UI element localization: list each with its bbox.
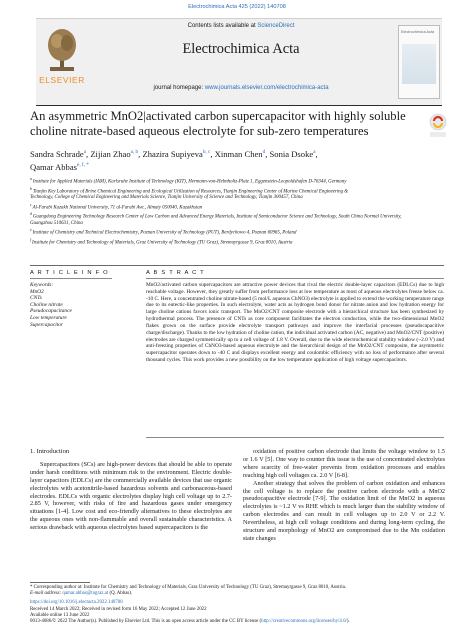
keyword: Supercapacitor	[30, 321, 64, 328]
affiliation-text: Al-Farabi Kazakh National University, 71 al-Farabi Ave., Almaty 050040, Kazakhstan	[32, 205, 203, 211]
affiliation-line	[30, 211, 444, 221]
affiliation-marker: f	[30, 237, 33, 242]
author-list	[30, 147, 440, 174]
abstract-divider	[146, 278, 444, 279]
author-affiliation-marker[interactable]: d	[262, 149, 266, 155]
license-link[interactable]: http://creativecommons.org/licenses/by/4.0/	[261, 619, 347, 625]
publisher-name: ELSEVIER	[39, 75, 85, 85]
received-dates: Received 14 March 2022; Received in revised form 16 May 2022; Accepted 12 June 2022	[30, 606, 207, 612]
footnotes	[30, 585, 444, 625]
affiliation-line	[30, 186, 444, 196]
affiliation-marker: d	[30, 212, 33, 217]
cover-title: Electrochimica Acta	[401, 30, 435, 34]
license-line	[30, 619, 444, 625]
intro-column-left	[30, 448, 232, 532]
email-line	[30, 591, 444, 597]
keyword: Pseudocapacitance	[30, 308, 72, 315]
intro-column-right	[243, 448, 445, 543]
affiliation-text: Institute for Chemistry and Technology of Materials, Graz University of Technology (TU Graz), Stremayrgasse 9, Graz 8010, Austria	[32, 240, 293, 246]
journal-cover-thumbnail[interactable]	[398, 25, 440, 99]
affiliation-marker: b	[30, 186, 33, 191]
affiliation-line	[30, 176, 444, 186]
check-for-updates-icon[interactable]	[428, 113, 448, 139]
author-name[interactable]: Sandra Schrade	[30, 148, 84, 159]
author-line-1: Sandra Schrade$^a$, Zijian Zhao$^{a, b}$, Zhazira Supiyeva$^{b, c}$, Xinman Chen$^d$, Sonia Dsoke$^a$,	[30, 148, 318, 159]
affiliation-text: Guangzhou 510631, China	[30, 220, 83, 226]
affiliation-line	[30, 227, 444, 237]
keyword: Choline nitrate	[30, 301, 63, 308]
affiliation-marker: c	[30, 202, 33, 207]
affiliation-text: Institute for Applied Materials (IAM), Karlsruhe Institute of Technology (KIT), Hermann-von-Helmholtz-Platz 1, Eggenstein-Leopoldshafen D-76344, Germany	[32, 179, 347, 185]
footnote-divider	[30, 582, 90, 583]
article-info-divider	[30, 278, 112, 279]
journal-homepage-link[interactable]: www.journals.elsevier.com/electrochimica-acta	[204, 85, 329, 91]
keywords-list	[30, 289, 120, 329]
email-link[interactable]: qamar.abbas@tugraz.at	[62, 591, 109, 597]
author-affiliation-marker[interactable]: a	[313, 149, 316, 155]
sciencedirect-link[interactable]: ScienceDirect	[257, 23, 295, 29]
doi-text[interactable]: https://doi.org/10.1016/j.electacta.2022.140708	[30, 600, 123, 606]
available-online: Available online 13 June 2022	[30, 612, 90, 618]
keywords-block	[30, 282, 120, 328]
license-prefix: 0013-4686/© 2022 The Author(s). Published by Elsevier Ltd. This is an open access article under the CC BY license (	[30, 619, 262, 625]
cover-image	[402, 44, 436, 84]
affiliation-text: Guangdong Engineering Technology Research Center of Low Carbon and Advanced Energy Materials, Institute of Semiconductor Science and Technology, South China Normal University,	[32, 214, 402, 220]
author-name[interactable]: Qamar Abbas	[30, 162, 78, 173]
author-name[interactable]: Xinman Chen	[214, 148, 263, 159]
affiliation-line	[30, 237, 444, 247]
email-suffix: (Q. Abbas).	[108, 591, 133, 597]
journal-homepage-line	[96, 85, 386, 91]
license-suffix: ).	[346, 619, 350, 625]
abstract-text: MnO2/activated carbon supercapacitors are attractive power devices that rival the electric double-layer capacitors (EDLCs) due to high reachable voltage. However, they greatly suffer from performance loss at low temperature as most of aqueous electrolytes freeze below ca. -10 C. Here, a concentrated choline nitrate-based (5 mol/L aqueous ChNO3) electrolyte is applied to extend the working temperature range due to its eutectic-like properties. In such electrolyte, water acts as hydrogen bond donor for nitrate anion and low hydration energy for large choline cations favors ionic transport. The MnO2/CNT composite electrode with a hierarchical structure has been synthesized by hydrothermal process. The presence of CNTs as core component facilitates the electron conduction, while the two-dimensional MnO2 flakes grown on the surface provide electrolyte transport pathways and improve the interfacial processes (pseudocapacitive charge/discharge). Thanks to the low hydration of choline cation, the individual activated carbon (AC, negative) and MnO2/CNT (positive) electrodes are charged symmetrically up to a cell voltage of 1.8 V. Overall, due to the wide electrochemical stability window (~2.0 V) and anti-freezing properties of ChNO3-based aqueous electrolyte and the hierarchical design of the MnO2/CNT composite, the asymmetric supercapacitor operates down to -40 C and displays excellent energy and coulombic efficiency with no loss of performance after several thousand cycles. This work provides a new possibility on the low temperature application of high voltage supercapacitors.	[146, 282, 444, 363]
abstract-bottom-divider	[146, 437, 444, 438]
elsevier-logo[interactable]	[36, 25, 88, 97]
article-info-label: A R T I C L E I N F O	[30, 270, 109, 276]
affiliation-text: Technology, College of Chemical Engineering and Materials Science, Tianjin University of Science and Technology, Tianjin 300457, China	[30, 195, 303, 201]
contents-prefix: Contents lists available at	[187, 23, 258, 29]
body-paragraph: oxidation of positive carbon electrode that limits the voltage window to 1.5 or 1.6 V [5]. One way to counter this issue is the use of concentrated electrolytes where scarcity of free-water prevents from oxidation processes and enables reaching high cell voltages ca. 2.0 V [6-8].	[243, 448, 445, 479]
journal-title: Electrochimica Acta	[182, 41, 300, 57]
author-affiliation-marker[interactable]: b, c	[202, 149, 211, 155]
header-divider	[30, 265, 444, 266]
journal-header	[36, 18, 442, 106]
author-affiliation-marker[interactable]: a	[83, 149, 87, 155]
author-line-2	[30, 160, 440, 173]
affiliation-marker: a	[30, 177, 33, 181]
affiliation-marker: e	[30, 228, 33, 233]
body-paragraph: Another strategy that solves the problem of carbon oxidation and enhances the cell voltage is to replace the positive carbon electrode with a MnO2 pseudocapacitive electrode [7-9]. The oxidation limit of the MnO2 in aqueous electrolytes is ~1.2 V vs RHE which is much larger than the stability window of carbon electrodes and can result in cell voltages up to 2.0 V or 2.2 V. Nevertheless, at high cell voltage conditions and during long-term cycling, the structure and morphology of MnO2 are compromised due to the Mn oxidation state changes	[243, 479, 445, 542]
affiliation-text: Tianjin Key Laboratory of Brine Chemical Engineering and Ecological Utilization of Resources, Tianjin Engineering Center of Marine Chemical Engineering &	[32, 189, 349, 195]
journal-reference-link[interactable]: Electrochimica Acta 425 (2022) 140708	[188, 4, 286, 10]
author-name[interactable]: Sonia Dsoke	[269, 148, 314, 159]
author-name[interactable]: Zhazira Supiyeva	[142, 148, 203, 159]
author-affiliation-marker[interactable]: a, b	[130, 149, 139, 155]
keyword: CNTs	[30, 295, 42, 302]
keyword: MnO2	[30, 288, 44, 295]
keywords-heading: Keywords:	[30, 282, 54, 288]
corresponding-author-note: * Corresponding author at: Institute for Chemistry and Technology of Materials, Graz University of Technology (TU Graz), Stremayrgasse 9, Graz 8010, Austria.	[30, 585, 347, 590]
body-paragraph: Supercapacitors (SCs) are high-power devices that should be able to operate under harsh conditions with minimum risk to the environment. Electric double-layer capacitors (EDLCs) are the commercially available devices that use organic electrolytes with acetonitrile-based hazardous solvents and carbonaceous-based electrodes. EDLCs with organic electrolytes display high cell voltage up to 2.7-2.85 V, however, with risks of fire and hazardous gases under emergency situations [1-4]. Low cost and eco-friendly alternatives to these electrolytes are the aqueous ones with non-flammable and overall sustainable characteristics. A serious drawback with aqueous electrolytes based supercapacitors is the	[30, 460, 232, 532]
elsevier-tree-icon	[46, 27, 78, 73]
article-title: An asymmetric MnO2|activated carbon supercapacitor with highly soluble choline nitrate-based aqueous electrolyte for sub-zero temperatures	[30, 109, 406, 138]
homepage-prefix: journal homepage:	[153, 85, 205, 91]
abstract-label: A B S T R A C T	[146, 270, 205, 276]
keyword: Low temperature	[30, 314, 67, 321]
author-affiliation-marker[interactable]: e, f, *	[77, 162, 89, 169]
affiliation-line	[30, 202, 444, 212]
affiliations	[30, 176, 444, 247]
intro-heading: 1. Introduction	[30, 448, 70, 455]
affiliation-text: Institute of Chemistry and Technical Electrochemistry, Poznan University of Technology (PUT), Berdychowo 4, Poznan 60965, Poland	[32, 230, 297, 236]
email-label: E-mail address:	[30, 591, 63, 597]
author-name[interactable]: Zijian Zhao	[90, 148, 131, 159]
contents-line	[96, 23, 386, 29]
